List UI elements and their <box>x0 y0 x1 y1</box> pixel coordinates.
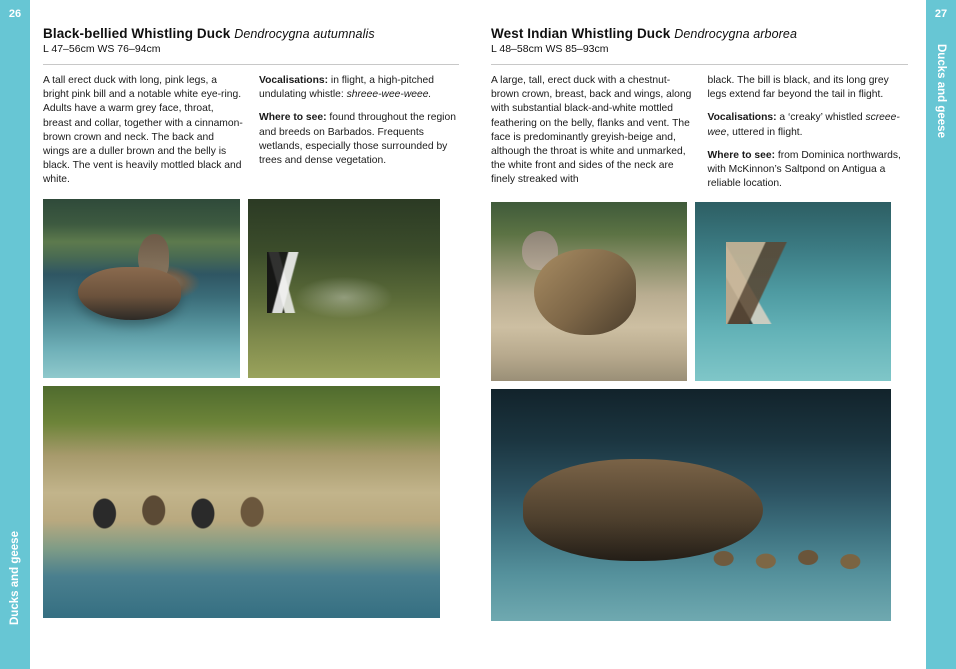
left-plate-row-bottom <box>43 386 459 618</box>
right-tab-label: Ducks and geese <box>935 44 947 138</box>
left-common-name: Black-bellied Whistling Duck <box>43 26 231 41</box>
left-photo-plates <box>43 199 459 618</box>
right-photo-plates <box>491 202 908 621</box>
right-plate-row-bottom <box>491 389 908 621</box>
left-folio-number: 26 <box>8 8 22 20</box>
right-heading-rule <box>491 64 908 65</box>
right-vocalisations-body: a ‘creaky’ whistled <box>776 112 866 124</box>
left-vocalisations-label: Vocalisations: <box>259 75 329 86</box>
right-column-1 <box>491 74 692 191</box>
right-scientific-name: Dendrocygna arborea <box>674 27 798 41</box>
right-description-continued: black. The bill is black, and its long grey legs extend far beyond the tail in flight. <box>707 75 889 101</box>
right-vocalisations-italic: screee-wee <box>707 112 900 138</box>
left-vocalisations-italic: shreee-wee-weee. <box>346 89 432 101</box>
right-where-to-see-paragraph <box>708 149 909 192</box>
left-heading-rule <box>43 64 459 65</box>
left-tab-label: Ducks and geese <box>9 531 21 625</box>
left-measurements: L 47–56cm WS 76–94cm <box>43 43 161 55</box>
left-plate-row-top <box>43 199 459 378</box>
left-where-to-see-body: found throughout the region and breeds on Barbados. Frequents wetlands, especially those surrounded by trees and dense vegetation. <box>259 112 456 167</box>
photo-black-bellied-swimming <box>43 199 240 378</box>
right-folio-number: 27 <box>934 8 948 20</box>
photo-west-indian-in-flight <box>695 202 891 381</box>
right-vocalisations-paragraph <box>708 111 909 139</box>
left-column-1 <box>43 74 243 188</box>
left-column-2 <box>259 74 459 188</box>
right-where-to-see-label: Where to see: <box>707 149 776 161</box>
right-page-tab <box>926 0 956 669</box>
right-vocalisations-label: Vocalisations: <box>707 112 777 124</box>
right-vocalisations-body-after: , uttered in flight. <box>726 126 803 138</box>
left-page <box>30 0 477 669</box>
left-vocalisations-paragraph <box>259 74 459 102</box>
photo-black-bellied-group-on-shore <box>43 386 440 618</box>
right-description-paragraph: A large, tall, erect duck with a chestnut-brown crown, breast, back and wings, along with substantial black-and-white mottled feathering on the belly, flanks and vent. The face is predominantly greyish-beige and, although the throat is white and unmarked, the white front and sides of the neck are finely streaked with <box>491 75 692 186</box>
right-column-2 <box>708 74 909 191</box>
left-description-paragraph: A tall erect duck with long, pink legs, a bright pink bill and a notable white eye-ring. Adults have a warm grey face, throat, breast and collar, together with a cinnamon-brown crown and neck. The back and wings are a duller brown and the belly is black. The vent is heavily mottled black and white. <box>43 75 243 186</box>
left-text-columns <box>43 74 459 188</box>
right-common-name: West Indian Whistling Duck <box>491 26 671 41</box>
photo-black-bellied-in-flight <box>248 199 440 378</box>
left-scientific-name: Dendrocygna autumnalis <box>234 27 375 41</box>
right-where-to-see-body: from Dominica northwards, with McKinnon’s Saltpond on Antigua a reliable location. <box>707 149 901 190</box>
right-measurements: L 48–58cm WS 85–93cm <box>491 43 609 55</box>
left-page-tab <box>0 0 30 669</box>
right-text-columns <box>491 74 908 191</box>
right-page <box>479 0 926 669</box>
photo-west-indian-standing <box>491 202 687 381</box>
left-where-to-see-label: Where to see: <box>259 112 327 124</box>
left-vocalisations-body: in flight, a high-pitched undulating whistle: <box>259 75 434 101</box>
right-species-heading <box>491 26 908 41</box>
left-where-to-see-paragraph <box>259 111 459 168</box>
photo-west-indian-family-with-ducklings <box>491 389 891 621</box>
left-species-heading <box>43 26 459 41</box>
right-plate-row-top <box>491 202 908 381</box>
